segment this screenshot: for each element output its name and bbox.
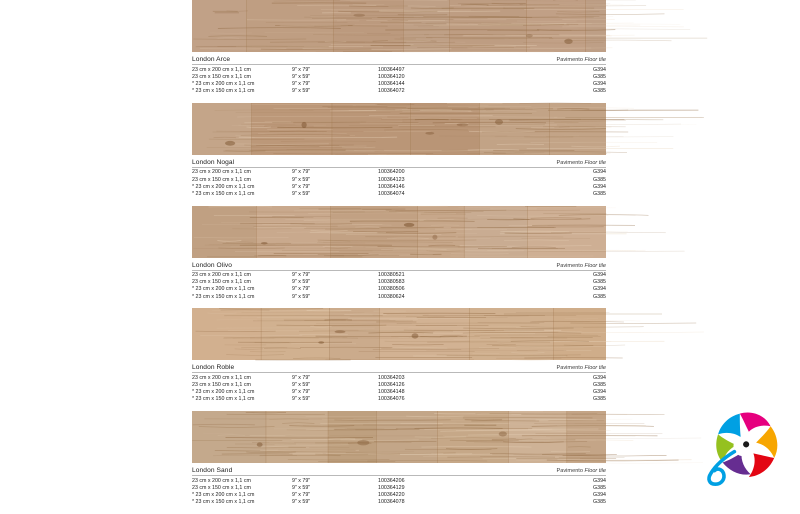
size-imperial-cell: 9" x 79": [292, 169, 311, 176]
grade-cell: G394: [593, 272, 606, 279]
product-header: [192, 155, 606, 168]
product-code-cell: 100364074: [378, 190, 405, 197]
product-code-cell: 100364126: [378, 382, 405, 389]
size-imperial-cell: 9" x 59": [292, 484, 311, 491]
product-type-label: [557, 57, 606, 63]
table-row: [192, 491, 606, 498]
grade-cell: G394: [593, 80, 606, 87]
size-imperial-cell: 9" x 59": [292, 176, 311, 183]
product-swatch-image: [192, 411, 606, 463]
section-spacer: [192, 403, 606, 411]
product-type-label: [557, 160, 606, 166]
grade-cell: G394: [593, 477, 606, 484]
table-row: [192, 286, 606, 293]
size-imperial-cell: 9" x 79": [292, 183, 311, 190]
product-entry: [192, 308, 606, 411]
chameleon-logo: [692, 410, 784, 486]
table-row: [192, 374, 606, 381]
grade-cell: G385: [593, 382, 606, 389]
product-code-cell: 100364148: [378, 389, 405, 396]
product-type-label: [557, 263, 606, 269]
grade-cell: G385: [593, 73, 606, 80]
product-type-label: [557, 468, 606, 474]
product-type-en: Floor tile: [584, 57, 606, 63]
product-type-en: Floor tile: [584, 262, 606, 269]
section-spacer: [192, 300, 606, 308]
size-imperial-cell: 9" x 59": [292, 499, 311, 506]
product-name: London Nogal: [192, 158, 235, 166]
wood-texture: [192, 206, 606, 258]
grade-cell: G394: [593, 286, 606, 293]
product-sizes-table: [192, 477, 606, 506]
product-entry: [192, 206, 606, 309]
size-metric-cell: * 23 cm x 200 cm x 1,1 cm: [192, 491, 255, 498]
grade-cell: G394: [593, 491, 606, 498]
product-sizes-table: [192, 272, 606, 301]
size-metric-cell: 23 cm x 150 cm x 1,1 cm: [192, 279, 251, 286]
product-code-cell: 100364078: [378, 499, 405, 506]
table-row: [192, 484, 606, 491]
grade-cell: G394: [593, 389, 606, 396]
size-metric-cell: * 23 cm x 150 cm x 1,1 cm: [192, 190, 255, 197]
size-metric-cell: * 23 cm x 150 cm x 1,1 cm: [192, 293, 255, 300]
size-imperial-cell: 9" x 79": [292, 389, 311, 396]
grade-cell: G385: [593, 484, 606, 491]
product-code-cell: 100364129: [378, 484, 405, 491]
size-metric-cell: 23 cm x 200 cm x 1,1 cm: [192, 374, 251, 381]
product-catalog-list: [192, 0, 606, 514]
product-code-cell: 100380624: [378, 293, 405, 300]
size-metric-cell: * 23 cm x 200 cm x 1,1 cm: [192, 286, 255, 293]
wood-texture: [192, 411, 606, 463]
product-type-es: Pavimento: [556, 468, 583, 474]
size-metric-cell: 23 cm x 200 cm x 1,1 cm: [192, 169, 251, 176]
product-swatch-image: [192, 308, 606, 360]
product-type-es: Pavimento: [556, 57, 583, 63]
size-imperial-cell: 9" x 79": [292, 66, 311, 73]
size-imperial-cell: 9" x 59": [292, 73, 311, 80]
size-metric-cell: * 23 cm x 200 cm x 1,1 cm: [192, 183, 255, 190]
product-entry: [192, 411, 606, 514]
product-entry: [192, 0, 606, 103]
table-row: [192, 477, 606, 484]
grade-cell: G385: [593, 396, 606, 403]
product-name: London Roble: [192, 364, 235, 372]
grade-cell: G385: [593, 499, 606, 506]
table-row: [192, 169, 606, 176]
product-swatch-image: [192, 206, 606, 258]
product-swatch-image: [192, 103, 606, 155]
product-code-cell: 100380506: [378, 286, 405, 293]
product-swatch-image: [192, 0, 606, 52]
product-header: [192, 258, 606, 271]
size-imperial-cell: 9" x 59": [292, 396, 311, 403]
grade-cell: G385: [593, 293, 606, 300]
size-metric-cell: 23 cm x 200 cm x 1,1 cm: [192, 66, 251, 73]
product-type-en: Floor tile: [584, 365, 606, 372]
wood-texture: [192, 308, 606, 360]
product-code-cell: 100364146: [378, 183, 405, 190]
size-imperial-cell: 9" x 59": [292, 190, 311, 197]
size-imperial-cell: 9" x 79": [292, 491, 311, 498]
product-code-cell: 100364206: [378, 477, 405, 484]
wood-texture: [192, 103, 606, 155]
product-type-en: Floor tile: [584, 159, 606, 166]
product-code-cell: 100364203: [378, 374, 405, 381]
size-metric-cell: * 23 cm x 200 cm x 1,1 cm: [192, 80, 255, 87]
product-entry: [192, 103, 606, 206]
grade-cell: G394: [593, 183, 606, 190]
table-row: [192, 279, 606, 286]
product-code-cell: 100364144: [378, 80, 405, 87]
product-header: [192, 360, 606, 373]
table-row: [192, 396, 606, 403]
size-metric-cell: 23 cm x 150 cm x 1,1 cm: [192, 73, 251, 80]
product-name: London Arce: [192, 56, 231, 63]
section-spacer: [192, 95, 606, 103]
table-row: [192, 176, 606, 183]
size-imperial-cell: 9" x 59": [292, 279, 311, 286]
product-sizes-table: [192, 169, 606, 198]
size-imperial-cell: 9" x 79": [292, 286, 311, 293]
product-code-cell: 100364123: [378, 176, 405, 183]
size-metric-cell: * 23 cm x 200 cm x 1,1 cm: [192, 389, 255, 396]
section-spacer: [192, 198, 606, 206]
size-imperial-cell: 9" x 59": [292, 293, 311, 300]
section-spacer: [192, 506, 606, 514]
table-row: [192, 293, 606, 300]
size-imperial-cell: 9" x 59": [292, 382, 311, 389]
product-code-cell: 100364220: [378, 491, 405, 498]
product-code-cell: 100380521: [378, 272, 405, 279]
size-metric-cell: * 23 cm x 150 cm x 1,1 cm: [192, 499, 255, 506]
grade-cell: G385: [593, 279, 606, 286]
table-row: [192, 88, 606, 95]
size-imperial-cell: 9" x 79": [292, 272, 311, 279]
table-row: [192, 389, 606, 396]
table-row: [192, 381, 606, 388]
size-metric-cell: * 23 cm x 150 cm x 1,1 cm: [192, 396, 255, 403]
product-code-cell: 100364076: [378, 396, 405, 403]
size-imperial-cell: 9" x 79": [292, 80, 311, 87]
product-type-es: Pavimento: [556, 365, 583, 372]
grade-cell: G394: [593, 169, 606, 176]
product-sizes-table: [192, 374, 606, 403]
size-imperial-cell: 9" x 79": [292, 477, 311, 484]
product-type-label: [557, 365, 606, 371]
product-header: [192, 463, 606, 476]
table-row: [192, 80, 606, 87]
size-metric-cell: 23 cm x 200 cm x 1,1 cm: [192, 272, 251, 279]
size-imperial-cell: 9" x 59": [292, 88, 311, 95]
product-header: [192, 52, 606, 65]
product-name: London Olivo: [192, 261, 233, 269]
size-metric-cell: 23 cm x 150 cm x 1,1 cm: [192, 484, 251, 491]
product-code-cell: 100380583: [378, 279, 405, 286]
size-metric-cell: 23 cm x 200 cm x 1,1 cm: [192, 477, 251, 484]
size-metric-cell: 23 cm x 150 cm x 1,1 cm: [192, 176, 251, 183]
product-type-es: Pavimento: [556, 159, 583, 166]
grade-cell: G394: [593, 66, 606, 73]
grade-cell: G385: [593, 88, 606, 95]
wood-texture: [192, 0, 606, 52]
table-row: [192, 499, 606, 506]
size-metric-cell: 23 cm x 150 cm x 1,1 cm: [192, 382, 251, 389]
product-name: London Sand: [192, 467, 233, 474]
grade-cell: G394: [593, 374, 606, 381]
table-row: [192, 73, 606, 80]
size-metric-cell: * 23 cm x 150 cm x 1,1 cm: [192, 88, 255, 95]
product-code-cell: 100364120: [378, 73, 405, 80]
size-imperial-cell: 9" x 79": [292, 374, 311, 381]
grade-cell: G385: [593, 176, 606, 183]
product-code-cell: 100364200: [378, 169, 405, 176]
grade-cell: G385: [593, 190, 606, 197]
table-row: [192, 183, 606, 190]
product-type-en: Floor tile: [584, 468, 606, 474]
product-code-cell: 100364497: [378, 66, 405, 73]
table-row: [192, 272, 606, 279]
table-row: [192, 190, 606, 197]
table-row: [192, 66, 606, 73]
product-type-es: Pavimento: [556, 262, 583, 269]
product-code-cell: 100364072: [378, 88, 405, 95]
product-sizes-table: [192, 66, 606, 95]
